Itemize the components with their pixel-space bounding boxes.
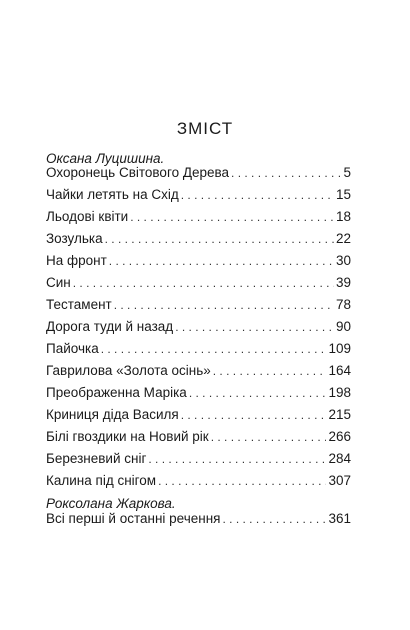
entry-title: Гаврилова «Золота осінь» <box>46 363 211 378</box>
dot-leader <box>189 385 327 402</box>
entry-title: Син <box>46 275 71 290</box>
entry-title: Льодові квіти <box>46 209 129 224</box>
entry-title: Пайочка <box>46 341 99 356</box>
page-number: 198 <box>328 385 351 400</box>
dot-leader <box>211 429 327 446</box>
toc-entry[interactable] <box>46 186 351 203</box>
dot-leader <box>175 319 334 336</box>
dot-leader <box>114 297 334 314</box>
page-number: 266 <box>328 429 351 444</box>
toc-entry[interactable] <box>46 274 351 291</box>
dot-leader <box>105 231 334 248</box>
toc-entry[interactable] <box>46 510 351 527</box>
page-number: 39 <box>335 275 351 290</box>
author-name: Роксолана Жаркова. <box>46 496 176 511</box>
page-number: 30 <box>335 253 351 268</box>
toc-entry[interactable] <box>46 428 351 445</box>
entry-title: Чайки летять на Схід <box>46 187 179 202</box>
entry-title: Всі перші й останні речення <box>46 511 221 526</box>
toc-entry[interactable] <box>46 208 351 225</box>
toc-entry[interactable] <box>46 340 351 357</box>
dot-leader <box>73 275 334 292</box>
toc-entry[interactable] <box>46 384 351 401</box>
dot-leader <box>148 451 326 468</box>
entry-title: Охоронець Світового Дерева <box>46 165 230 180</box>
page-number: 90 <box>335 319 351 334</box>
author-name: Оксана Луцишина. <box>46 151 165 166</box>
toc-entry[interactable] <box>46 318 351 335</box>
page-number: 22 <box>335 231 351 246</box>
page-number: 18 <box>335 209 351 224</box>
dot-leader <box>101 341 327 358</box>
page-number: 78 <box>335 297 351 312</box>
page-number: 361 <box>328 511 351 526</box>
entry-title: Калина під снігом <box>46 473 157 488</box>
toc-entry[interactable] <box>46 472 351 489</box>
toc-entry[interactable] <box>46 252 351 269</box>
entry-title: Зозулька <box>46 231 103 246</box>
dot-leader <box>130 209 334 226</box>
entry-title: Березневий сніг <box>46 451 147 466</box>
page-number: 284 <box>328 451 351 466</box>
entry-title: Дорога туди й назад <box>46 319 174 334</box>
entry-title: Тестамент <box>46 297 112 312</box>
dot-leader <box>223 511 327 528</box>
page-number: 164 <box>328 363 351 378</box>
dot-leader <box>158 473 326 490</box>
entry-title: На фронт <box>46 253 107 268</box>
dot-leader <box>213 363 327 380</box>
dot-leader <box>231 165 341 182</box>
toc-entry[interactable] <box>46 164 351 181</box>
dot-leader <box>181 187 334 204</box>
toc-entry[interactable] <box>46 230 351 247</box>
dot-leader <box>181 407 327 424</box>
entry-title: Криниця діда Василя <box>46 407 179 422</box>
toc-entry[interactable] <box>46 296 351 313</box>
entry-title: Преображенна Маріка <box>46 385 187 400</box>
page-number: 15 <box>335 187 351 202</box>
page-number: 307 <box>328 473 351 488</box>
page-title: ЗМІСТ <box>176 119 234 138</box>
page-number: 109 <box>328 341 351 356</box>
toc-entry[interactable] <box>46 406 351 423</box>
page-number: 5 <box>343 165 351 180</box>
toc-entry[interactable] <box>46 362 351 379</box>
dot-leader <box>109 253 334 270</box>
page-number: 215 <box>328 407 351 422</box>
toc-entry[interactable] <box>46 450 351 467</box>
entry-title: Білі гвоздики на Новий рік <box>46 429 209 444</box>
